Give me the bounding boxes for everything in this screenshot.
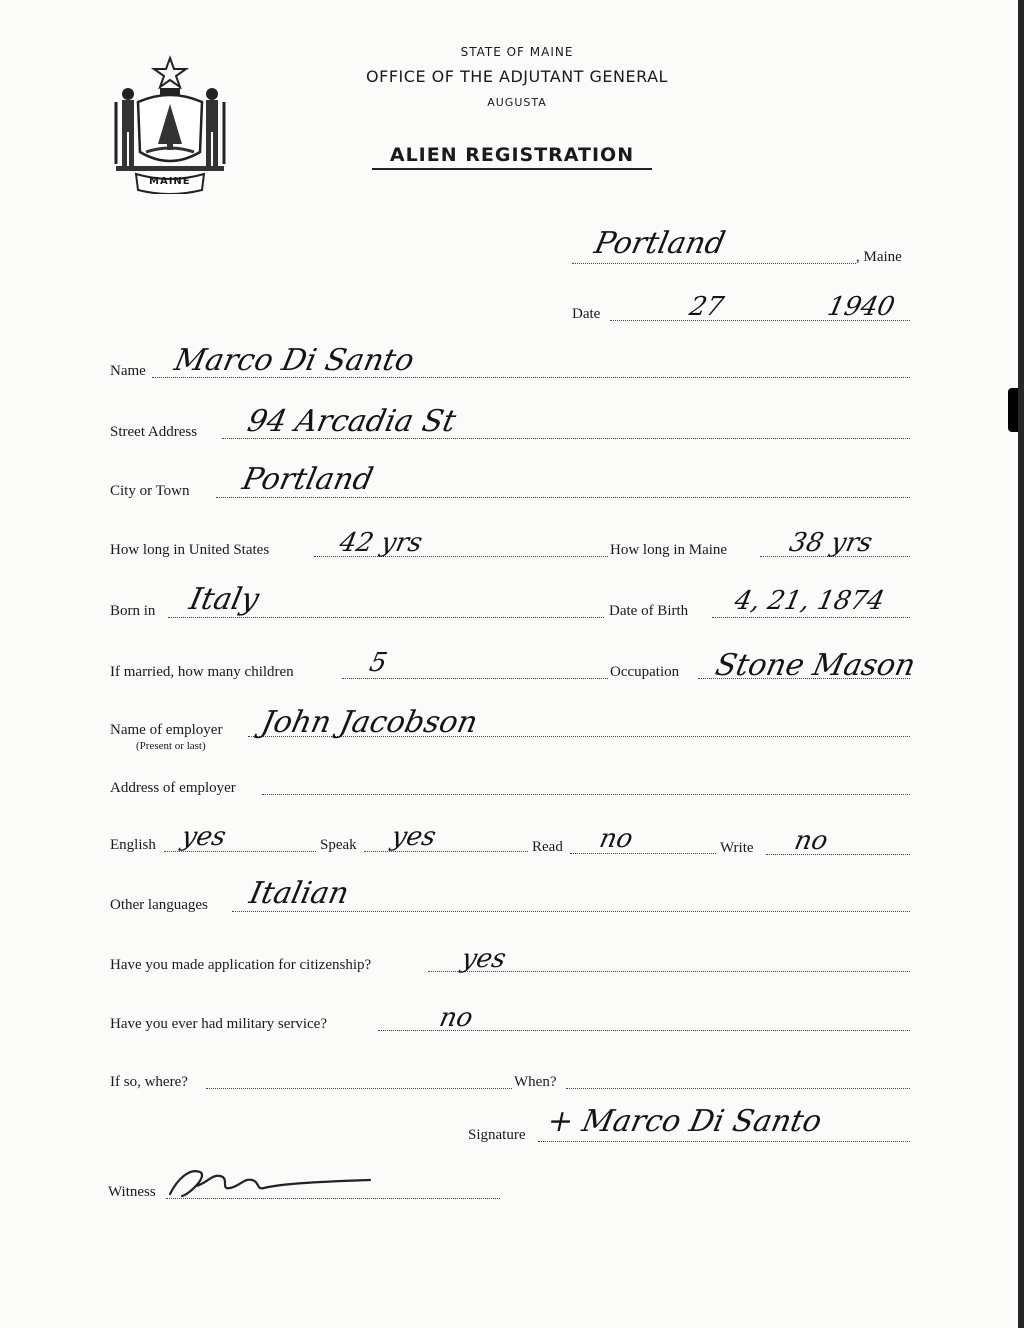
signature-label: Signature — [468, 1127, 526, 1143]
header-city: AUGUSTA — [487, 96, 547, 109]
name-value: Marco Di Santo — [171, 343, 418, 378]
children-label: If married, how many children — [110, 664, 294, 680]
read-label: Read — [532, 839, 563, 855]
when-line — [566, 1088, 910, 1089]
children-value: 5 — [366, 648, 390, 678]
scan-right-border — [1018, 0, 1024, 1328]
city-value: Portland — [239, 462, 377, 497]
place-value: Portland — [591, 226, 729, 261]
name-label: Name — [110, 363, 146, 379]
write-value: no — [791, 826, 831, 856]
occupation-value: Stone Mason — [712, 648, 919, 683]
scan-edge-mark — [1008, 388, 1018, 432]
when-label: When? — [514, 1074, 557, 1090]
date-day: 27 — [686, 292, 727, 322]
header-state: STATE OF MAINE — [460, 45, 574, 59]
where-label: If so, where? — [110, 1074, 188, 1090]
citizenship-value: yes — [458, 944, 509, 974]
english-label: English — [110, 837, 156, 853]
military-label: Have you ever had military service? — [110, 1016, 327, 1032]
header-office: OFFICE OF THE ADJUTANT GENERAL — [366, 67, 668, 86]
witness-label: Witness — [108, 1184, 156, 1200]
dob-value: 4, 21, 1874 — [731, 586, 888, 616]
witness-signature-scribble — [160, 1160, 380, 1204]
write-label: Write — [720, 840, 754, 856]
street-label: Street Address — [110, 424, 198, 440]
city-line — [216, 497, 910, 498]
place-line — [572, 263, 856, 264]
military-value: no — [436, 1003, 476, 1033]
us-label: How long in United States — [110, 542, 270, 558]
speak-value: yes — [388, 822, 439, 852]
other-lang-line — [232, 911, 910, 912]
read-line — [570, 853, 716, 854]
write-line — [766, 854, 910, 855]
citizenship-label: Have you made application for citizenship? — [110, 957, 372, 973]
maine-value: 38 yrs — [786, 528, 876, 558]
form-title: ALIEN REGISTRATION — [372, 144, 652, 170]
occupation-label: Occupation — [610, 664, 680, 680]
employer-address-line — [262, 794, 910, 795]
employer-value: John Jacobson — [258, 705, 481, 740]
english-value: yes — [178, 822, 229, 852]
speak-label: Speak — [320, 837, 357, 853]
date-year: 1940 — [824, 292, 898, 322]
born-line — [168, 617, 604, 618]
other-lang-value: Italian — [246, 876, 352, 911]
born-label: Born in — [110, 603, 156, 619]
us-value: 42 yrs — [336, 528, 426, 558]
children-line — [342, 678, 608, 679]
street-value: 94 Arcadia St — [244, 404, 459, 439]
seal-banner-text: MAINE — [149, 176, 191, 187]
maine-label: How long in Maine — [610, 542, 728, 558]
dob-line — [712, 617, 910, 618]
city-label: City or Town — [110, 483, 190, 499]
where-line — [206, 1088, 512, 1089]
place-suffix: , Maine — [856, 249, 902, 265]
date-label: Date — [572, 306, 601, 322]
signature-value: + Marco Di Santo — [544, 1104, 825, 1139]
employer-label: Name of employer — [110, 722, 223, 738]
dob-label: Date of Birth — [609, 603, 689, 619]
employer-sublabel: (Present or last) — [136, 740, 206, 752]
born-value: Italy — [186, 582, 263, 617]
read-value: no — [596, 824, 636, 854]
signature-line — [538, 1141, 910, 1142]
employer-address-label: Address of employer — [110, 780, 236, 796]
other-lang-label: Other languages — [110, 897, 208, 913]
